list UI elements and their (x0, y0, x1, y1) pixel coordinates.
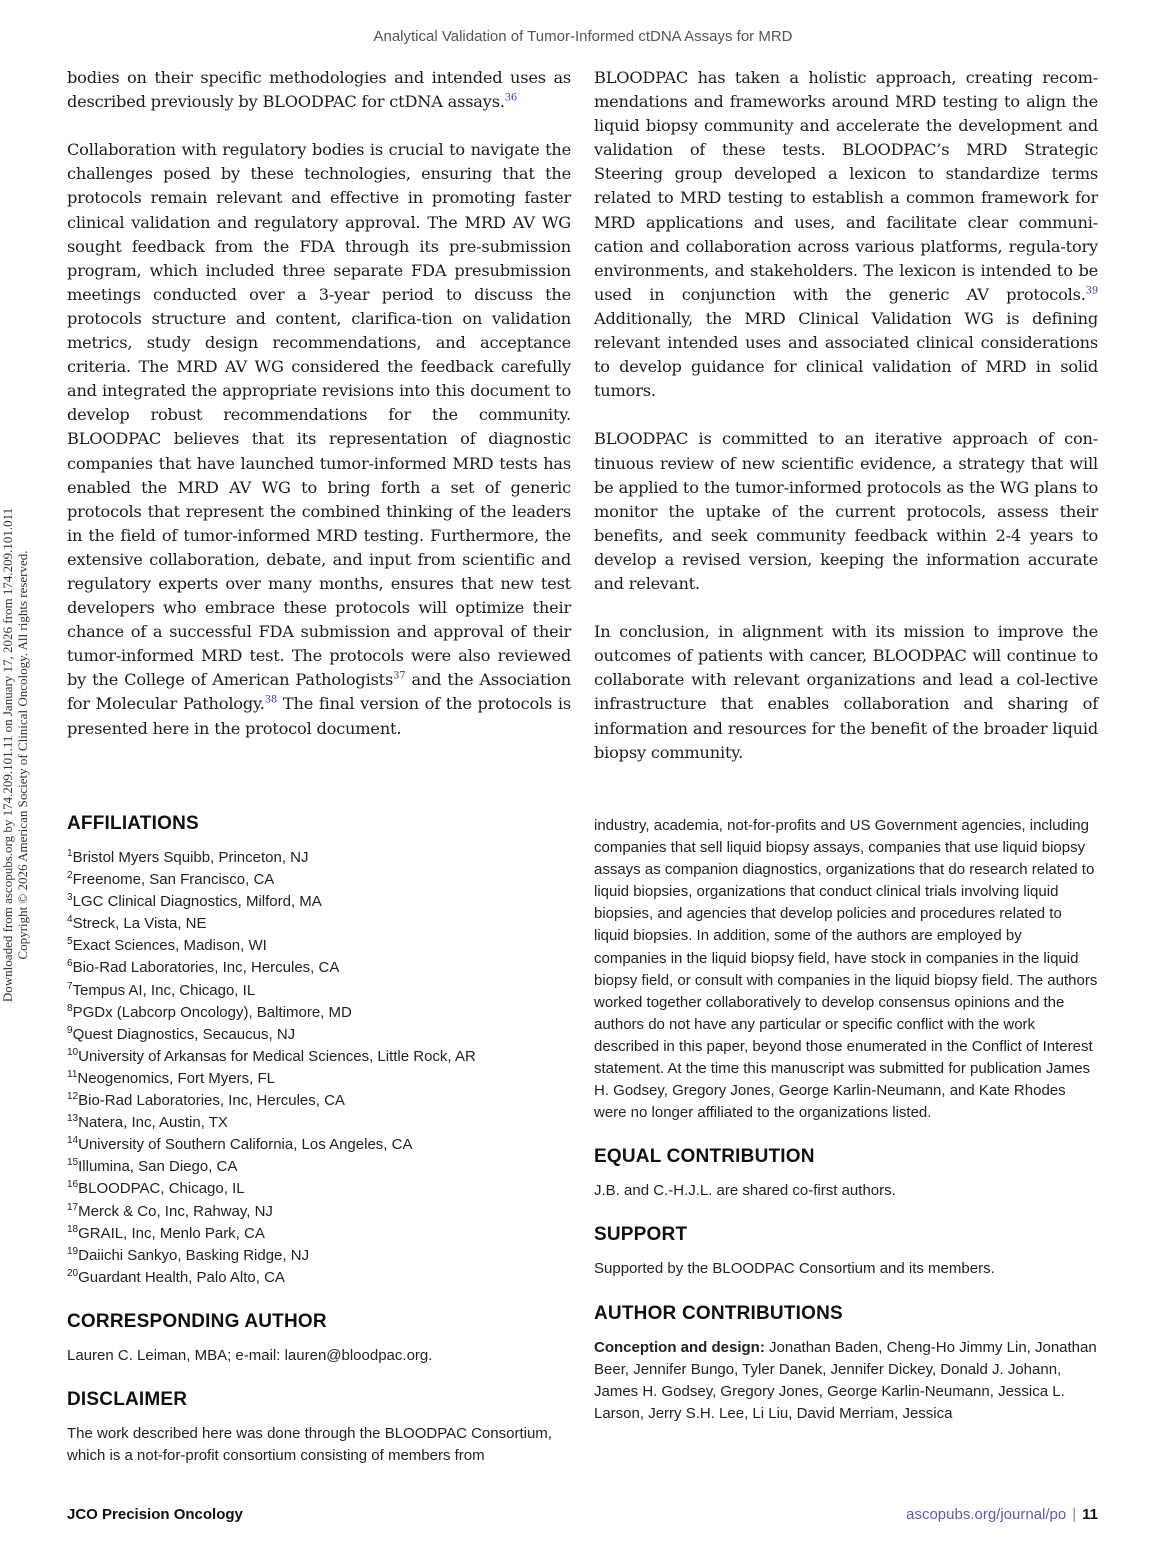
affiliations-heading: AFFILIATIONS (67, 813, 199, 834)
affiliation-item (67, 1024, 571, 1046)
paragraph-text: bodies on their specific methodologies and intended uses as described previously by BLOODPAC for ctDNA assays. (67, 68, 571, 112)
paragraph-text: Collaboration with regulatory bodies is crucial to navigate the challenges posed by these technologies, ensuring that the protocols remain relevant and effective in promoting faster clinical validation and regulatory approval. The MRD AV WG sought feedback from the FDA through its pre-submission program, which included three separate FDA presubmission meetings conducted over a 3-year period to discuss the protocols structure and content, clarifica-tion on validation metrics, study design recommendations, and acceptance criteria. The MRD AV WG considered the feedback carefully and integrated the appropriate revisions into this document to develop robust recommendations for the community. BLOODPAC believes that its representation of diagnostic companies that have launched tumor-informed MRD tests has enabled the MRD AV WG to bring forth a set of generic protocols that represent the combined thinking of the leaders in the field of tumor-informed MRD testing. Furthermore, the extensive collaboration, debate, and input from scientific and regulatory experts over many months, ensures that new test developers who embrace these protocols will optimize their chance of a successful FDA submission and approval of their tumor-informed MRD test. The protocols were also reviewed by the College of American Pathologists (67, 140, 571, 690)
affiliation-number: 16 (67, 1179, 79, 1191)
affiliation-item (67, 1068, 571, 1090)
support-heading: SUPPORT (594, 1224, 688, 1246)
affiliation-text: BLOODPAC, Chicago, IL (78, 1180, 245, 1198)
affiliation-text: University of Arkansas for Medical Sciences, Little Rock, AR (78, 1047, 476, 1065)
affiliation-item (67, 1112, 571, 1134)
download-copyright-notice (0, 405, 40, 1105)
author-contributions-heading: AUTHOR CONTRIBUTIONS (594, 1302, 843, 1324)
affiliation-text: Guardant Health, Palo Alto, CA (78, 1268, 285, 1286)
affiliation-number: 12 (67, 1091, 79, 1103)
disclaimer-heading: DISCLAIMER (67, 1388, 188, 1410)
affiliation-number: 14 (67, 1135, 79, 1147)
equal-contribution-text: J.B. and C.-H.J.L. are shared co-first authors. (594, 1182, 896, 1200)
contribution-names: Jonathan Baden, Cheng-Ho Jimmy Lin, Jonathan Beer, Jennifer Bungo, Tyler Danek, Jennifer Dickey, Donald J. Johann, James H. Godsey, Gregory Jones, George Karlin-Neumann, Jessica L. Larson, Jerry S.H. Lee, Li Liu, David Merriam, Jessica (594, 1338, 1097, 1422)
running-header: Analytical Validation of Tumor-Informed ctDNA Assays for MRD (373, 28, 793, 45)
affiliation-number: 10 (67, 1046, 79, 1058)
paragraph-text: and the Association for Molecular Pathology. (67, 670, 571, 714)
affiliation-text: University of Southern California, Los Angeles, CA (78, 1136, 413, 1154)
disclaimer-text: The work described here was done through the BLOODPAC Consortium, which is a not-for-profit consortium consisting of members from (67, 1424, 552, 1465)
body-right-column (594, 66, 1098, 789)
affiliation-number: 3 (67, 892, 73, 904)
affiliation-text: Daiichi Sankyo, Basking Ridge, NJ (78, 1246, 310, 1264)
affiliation-item (67, 847, 571, 869)
body-paragraph (594, 66, 1098, 403)
journal-url-link[interactable]: ascopubs.org/journal/po (906, 1506, 1067, 1523)
affiliation-text: Tempus AI, Inc, Chicago, IL (72, 981, 256, 999)
copyright-notice: Copyright © 2026 American Society of Clinical Oncology. All rights reserved. (15, 550, 30, 960)
affiliation-item (67, 1090, 571, 1112)
affiliation-item (67, 913, 571, 935)
affiliation-number: 20 (67, 1267, 79, 1279)
footer-right (906, 1506, 1098, 1523)
affiliation-number: 6 (67, 958, 73, 970)
affiliation-item (67, 1156, 571, 1178)
affiliation-text: Exact Sciences, Madison, WI (72, 937, 267, 955)
affiliation-number: 1 (67, 848, 73, 859)
citation-link[interactable]: 38 (264, 695, 278, 707)
journal-name: JCO Precision Oncology (67, 1506, 243, 1523)
affiliation-text: Freenome, San Francisco, CA (72, 871, 275, 889)
citation-link[interactable]: 37 (393, 670, 406, 682)
affiliation-text: Bio-Rad Laboratories, Inc, Hercules, CA (78, 1092, 345, 1110)
affiliation-item (67, 869, 571, 891)
affiliation-item (67, 935, 571, 957)
affiliation-item (67, 1134, 571, 1156)
affiliation-item (67, 1245, 571, 1267)
corresponding-author-heading: CORRESPONDING AUTHOR (67, 1310, 327, 1332)
paragraph-text: BLOODPAC has taken a holistic approach, creating recom-mendations and frameworks around MRD testing to align the liquid biopsy community and accelerate the development and validation of these tests. BLOODPAC’s MRD Strategic Steering group developed a lexicon to standardize terms related to MRD testing to establish a common framework for MRD applications and uses, and facilitate clear communi-cation and collaboration across various platforms, regula-tory environments, and stakeholders. The lexicon is intended to be used in conjunction with the generic AV protocols. (594, 68, 1098, 304)
affiliation-number: 4 (67, 914, 73, 926)
citation-link[interactable]: 39 (1085, 285, 1098, 297)
support-text: Supported by the BLOODPAC Consortium and its members. (594, 1260, 995, 1278)
affiliation-item (67, 1201, 571, 1223)
affiliation-text: GRAIL, Inc, Menlo Park, CA (78, 1224, 265, 1242)
affiliation-text: Merck & Co, Inc, Rahway, NJ (78, 1202, 273, 1220)
affiliation-text: Natera, Inc, Austin, TX (78, 1114, 228, 1132)
body-paragraph (67, 138, 571, 740)
affiliation-text: LGC Clinical Diagnostics, Milford, MA (72, 893, 322, 911)
affiliation-item (67, 1267, 571, 1289)
affiliation-item (67, 1002, 571, 1024)
paragraph-text: Additionally, the MRD Clinical Validation WG is defining relevant intended uses and associated clinical considerations to develop guidance for clinical validation of MRD in solid tumors. (594, 308, 1098, 401)
affiliation-text: PGDx (Labcorp Oncology), Baltimore, MD (72, 1003, 352, 1021)
affiliation-text: Bio-Rad Laboratories, Inc, Hercules, CA (72, 959, 340, 977)
body-paragraph: In conclusion, in alignment with its mission to improve the outcomes of patients with cancer, BLOODPAC will continue to collaborate with relevant organizations and lead a col-lective infrastructure that enables collaboration and sharing of information and resources for the benefit of the broader liquid biopsy community. (594, 622, 1098, 762)
affiliation-number: 17 (67, 1201, 79, 1213)
backmatter-left-column (67, 813, 571, 1467)
affiliation-text: Bristol Myers Squibb, Princeton, NJ (72, 849, 309, 866)
affiliation-item (67, 1178, 571, 1200)
affiliation-number: 7 (67, 980, 73, 992)
body-paragraph (67, 66, 571, 114)
affiliation-item (67, 891, 571, 913)
body-left-column (67, 66, 571, 765)
download-notice: Downloaded from ascopubs.org by 174.209.101.11 on January 17, 2026 from 174.209.101.011 (0, 507, 15, 1003)
body-paragraph: BLOODPAC is committed to an iterative approach of con-tinuous review of new scientific evidence, a strategy that will be applied to the tumor-informed protocols as the WG plans to monitor the uptake of the current protocols, assess their benefits, and seek community feedback within 2-4 years to develop a revised version, keeping the information accurate and relevant. (594, 429, 1098, 593)
corresponding-author-text: Lauren C. Leiman, MBA; e-mail: lauren@bloodpac.org. (67, 1346, 433, 1364)
affiliation-number: 11 (67, 1068, 78, 1080)
affiliation-number: 18 (67, 1223, 79, 1235)
contribution-label: Conception and design: (594, 1338, 765, 1356)
backmatter-right-column (594, 815, 1098, 1425)
affiliation-text: Illumina, San Diego, CA (78, 1158, 238, 1176)
footer-separator: | (1072, 1506, 1077, 1523)
page-number: 11 (1082, 1506, 1098, 1523)
affiliation-number: 5 (67, 936, 73, 948)
affiliation-item (67, 1223, 571, 1245)
affiliation-text: Quest Diagnostics, Secaucus, NJ (72, 1025, 296, 1043)
affiliation-text: Streck, La Vista, NE (72, 915, 207, 933)
citation-link[interactable]: 36 (504, 92, 518, 104)
disclaimer-text-continued: industry, academia, not-for-profits and US Government agencies, including companies that sell liquid biopsy assays, companies that use liquid biopsy assays as companion diagnostics, organizations that do research related to liquid biopsies, organizations that conduct clinical trials involving liquid biopsies, and agencies that develop policies and procedures related to liquid biopsies. In addition, some of the authors are employed by companies in the liquid biopsy field, have stock in companies in the liquid biopsy field, or consult with companies in the liquid biopsy field. The authors worked together collaboratively to develop consensus opinions and the authors do not have any particular or specific conflict with the work described in this paper, beyond those enumerated in the Conflict of Interest statement. At the time this manuscript was submitted for publication James H. Godsey, Gregory Jones, George Karlin-Neumann, and Kate Rhodes were no longer affiliated to the organizations listed. (594, 817, 1098, 1122)
equal-contribution-heading: EQUAL CONTRIBUTION (594, 1146, 815, 1168)
affiliation-item (67, 957, 571, 979)
affiliation-number: 13 (67, 1113, 79, 1125)
affiliation-number: 19 (67, 1245, 79, 1257)
author-contributions-text (594, 1337, 1098, 1425)
affiliation-text: Neogenomics, Fort Myers, FL (77, 1069, 275, 1087)
paragraph-text: The final version of the protocols is presented here in the protocol document. (67, 694, 571, 738)
affiliation-number: 8 (67, 1002, 73, 1014)
affiliation-item (67, 980, 571, 1002)
affiliations-list (67, 847, 571, 1289)
affiliation-number: 15 (67, 1157, 79, 1169)
affiliation-item (67, 1046, 571, 1068)
affiliation-number: 2 (67, 870, 73, 882)
affiliation-number: 9 (67, 1024, 73, 1036)
